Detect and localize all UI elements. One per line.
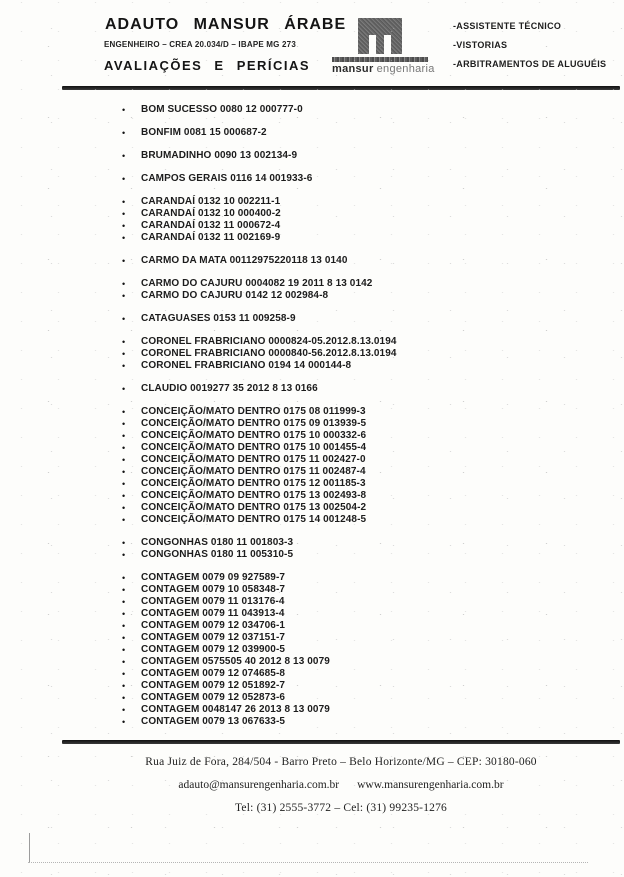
list-item xyxy=(122,490,592,502)
list-item xyxy=(122,656,592,668)
list-item xyxy=(122,572,592,584)
bullet-icon: • xyxy=(122,407,126,417)
list-item xyxy=(122,173,592,185)
list-item xyxy=(122,430,592,442)
list-item xyxy=(122,313,592,325)
list-item-text: CONTAGEM 0079 12 074685-8 xyxy=(141,668,286,679)
bullet-icon: • xyxy=(122,669,126,679)
service-item: -ASSISTENTE TÉCNICO xyxy=(453,21,562,31)
case-group xyxy=(122,127,592,139)
list-item xyxy=(122,514,592,526)
header-divider xyxy=(62,86,620,90)
list-item xyxy=(122,644,592,656)
list-item-text: CONCEIÇÃO/MATO DENTRO 0175 13 002504-2 xyxy=(141,502,367,513)
bullet-icon: • xyxy=(122,221,126,231)
list-item xyxy=(122,537,592,549)
bullet-icon: • xyxy=(122,256,126,266)
list-item xyxy=(122,255,592,267)
bullet-icon: • xyxy=(122,633,126,643)
bullet-icon: • xyxy=(122,233,126,243)
list-item xyxy=(122,466,592,478)
bullet-icon: • xyxy=(122,645,126,655)
bullet-icon: • xyxy=(122,197,126,207)
engineer-name: ADAUTO MANSUR ÁRABE xyxy=(105,16,347,33)
list-item xyxy=(122,596,592,608)
list-item-text: CONTAGEM 0079 12 052873-6 xyxy=(141,692,286,703)
bullet-icon: • xyxy=(122,491,126,501)
scan-edge-artifact xyxy=(28,862,588,863)
bullet-icon: • xyxy=(122,609,126,619)
list-item xyxy=(122,704,592,716)
case-group xyxy=(122,196,592,244)
list-item-text: CONCEIÇÃO/MATO DENTRO 0175 12 001185-3 xyxy=(141,478,366,489)
list-item-text: CARANDAÍ 0132 10 002211-1 xyxy=(141,196,281,207)
list-item-text: BONFIM 0081 15 000687-2 xyxy=(141,127,267,138)
footer xyxy=(62,756,620,825)
list-item-text: CONCEIÇÃO/MATO DENTRO 0175 09 013939-5 xyxy=(141,418,367,429)
list-item xyxy=(122,127,592,139)
footer-divider xyxy=(62,740,620,744)
list-item xyxy=(122,478,592,490)
list-item xyxy=(122,716,592,728)
bullet-icon: • xyxy=(122,419,126,429)
bullet-icon: • xyxy=(122,538,126,548)
list-item-text: CONCEIÇÃO/MATO DENTRO 0175 10 000332-6 xyxy=(141,430,367,441)
list-item-text: CARMO DO CAJURU 0004082 19 2011 8 13 0142 xyxy=(141,278,373,289)
case-group xyxy=(122,383,592,395)
list-item xyxy=(122,502,592,514)
list-item-text: CORONEL FRABRICIANO 0000840-56.2012.8.13.0194 xyxy=(141,348,397,359)
address-line: Rua Juiz de Fora, 284/504 - Barro Preto – Belo Horizonte/MG – CEP: 30180-060 xyxy=(145,756,537,768)
bullet-icon: • xyxy=(122,503,126,513)
case-group xyxy=(122,572,592,728)
phone-line: Tel: (31) 2555-3772 – Cel: (31) 99235-1276 xyxy=(234,802,447,814)
bullet-icon: • xyxy=(122,717,126,727)
email-text: adauto@mansurengenharia.com.br xyxy=(178,779,340,791)
contact-line xyxy=(62,779,620,791)
bullet-icon: • xyxy=(122,361,126,371)
bullet-icon: • xyxy=(122,209,126,219)
bullet-icon: • xyxy=(122,693,126,703)
logo-slit xyxy=(369,35,376,54)
list-item-text: CONTAGEM 0079 11 013176-4 xyxy=(141,596,285,607)
list-item-text: CATAGUASES 0153 11 009258-9 xyxy=(141,313,296,324)
bullet-icon: • xyxy=(122,128,126,138)
list-item xyxy=(122,232,592,244)
list-item-text: CONTAGEM 0079 12 051892-7 xyxy=(141,680,286,691)
list-item-text: CONTAGEM 0079 09 927589-7 xyxy=(141,572,286,583)
list-item-text: BRUMADINHO 0090 13 002134-9 xyxy=(141,150,298,161)
case-group xyxy=(122,278,592,302)
bullet-icon: • xyxy=(122,467,126,477)
bullet-icon: • xyxy=(122,174,126,184)
list-item xyxy=(122,383,592,395)
services-title: AVALIAÇÕES E PERÍCIAS xyxy=(104,58,311,73)
list-item-text: CONCEIÇÃO/MATO DENTRO 0175 11 002427-0 xyxy=(141,454,366,465)
list-item-text: CONTAGEM 0079 11 043913-4 xyxy=(141,608,285,619)
list-item xyxy=(122,336,592,348)
logo-name-light: engenharia xyxy=(376,63,435,75)
bullet-icon: • xyxy=(122,515,126,525)
list-item xyxy=(122,278,592,290)
logo-band xyxy=(332,57,428,62)
case-group xyxy=(122,313,592,325)
list-item xyxy=(122,208,592,220)
case-group xyxy=(122,173,592,185)
list-item-text: CONTAGEM 0079 12 034706-1 xyxy=(141,620,286,631)
list-item xyxy=(122,360,592,372)
list-item xyxy=(122,549,592,561)
list-item-text: CARANDAÍ 0132 10 000400-2 xyxy=(141,208,281,219)
bullet-icon: • xyxy=(122,585,126,595)
list-item-text: CARANDAÍ 0132 11 000672-4 xyxy=(141,220,281,231)
mansur-m-monogram-icon xyxy=(358,18,402,54)
scan-edge-artifact xyxy=(29,833,30,863)
logo-wordmark xyxy=(332,63,435,75)
list-item-text: CONTAGEM 0048147 26 2013 8 13 0079 xyxy=(141,704,330,715)
list-item xyxy=(122,668,592,680)
list-item xyxy=(122,150,592,162)
company-logo xyxy=(332,18,435,75)
list-item xyxy=(122,290,592,302)
case-group xyxy=(122,336,592,372)
list-item-text: CONTAGEM 0079 12 039900-5 xyxy=(141,644,286,655)
bullet-icon: • xyxy=(122,597,126,607)
list-item xyxy=(122,680,592,692)
list-item-text: CLAUDIO 0019277 35 2012 8 13 0166 xyxy=(141,383,318,394)
list-item-text: CONTAGEM 0575505 40 2012 8 13 0079 xyxy=(141,656,330,667)
list-item-text: CONCEIÇÃO/MATO DENTRO 0175 10 001455-4 xyxy=(141,442,367,453)
list-item xyxy=(122,348,592,360)
list-item-text: CONCEIÇÃO/MATO DENTRO 0175 11 002487-4 xyxy=(141,466,366,477)
list-item xyxy=(122,104,592,116)
bullet-icon: • xyxy=(122,621,126,631)
bullet-icon: • xyxy=(122,105,126,115)
bullet-icon: • xyxy=(122,443,126,453)
list-item-text: CONTAGEM 0079 10 058348-7 xyxy=(141,584,286,595)
bullet-icon: • xyxy=(122,550,126,560)
list-item-text: CORONEL FRABRICIANO 0194 14 000144-8 xyxy=(141,360,352,371)
bullet-icon: • xyxy=(122,657,126,667)
list-item xyxy=(122,406,592,418)
logo-slit xyxy=(384,35,391,54)
bullet-icon: • xyxy=(122,681,126,691)
list-item xyxy=(122,608,592,620)
bullet-icon: • xyxy=(122,337,126,347)
list-item-text: CONGONHAS 0180 11 001803-3 xyxy=(141,537,294,548)
list-item-text: CONCEIÇÃO/MATO DENTRO 0175 14 001248-5 xyxy=(141,514,367,525)
bullet-icon: • xyxy=(122,151,126,161)
case-group xyxy=(122,104,592,116)
service-item: -ARBITRAMENTOS DE ALUGUÉIS xyxy=(453,59,607,69)
list-item-text: CAMPOS GERAIS 0116 14 001933-6 xyxy=(141,173,313,184)
bullet-icon: • xyxy=(122,479,126,489)
list-item xyxy=(122,196,592,208)
bullet-icon: • xyxy=(122,455,126,465)
list-item xyxy=(122,442,592,454)
engineer-credentials: ENGENHEIRO – CREA 20.034/D – IBAPE MG 273 xyxy=(104,40,296,49)
logo-name-bold: mansur xyxy=(332,63,374,75)
list-item xyxy=(122,632,592,644)
list-item xyxy=(122,454,592,466)
bullet-icon: • xyxy=(122,279,126,289)
services-column xyxy=(453,21,618,78)
bullet-icon: • xyxy=(122,431,126,441)
list-item-text: CARANDAÍ 0132 11 002169-9 xyxy=(141,232,281,243)
case-group xyxy=(122,537,592,561)
list-item-text: CONTAGEM 0079 12 037151-7 xyxy=(141,632,286,643)
list-item-text: BOM SUCESSO 0080 12 000777-0 xyxy=(141,104,303,115)
bullet-icon: • xyxy=(122,384,126,394)
list-item xyxy=(122,620,592,632)
list-item-text: CORONEL FRABRICIANO 0000824-05.2012.8.13.0194 xyxy=(141,336,397,347)
list-item xyxy=(122,418,592,430)
list-item-text: CARMO DA MATA 00112975220118 13 0140 xyxy=(141,255,348,266)
list-item xyxy=(122,584,592,596)
service-item: -VISTORIAS xyxy=(453,40,508,50)
list-item-text: CARMO DO CAJURU 0142 12 002984-8 xyxy=(141,290,329,301)
bullet-icon: • xyxy=(122,314,126,324)
list-item-text: CONCEIÇÃO/MATO DENTRO 0175 08 011999-3 xyxy=(141,406,366,417)
list-item-text: CONGONHAS 0180 11 005310-5 xyxy=(141,549,294,560)
bullet-icon: • xyxy=(122,291,126,301)
case-group xyxy=(122,150,592,162)
case-list xyxy=(122,104,592,739)
list-item-text: CONTAGEM 0079 13 067633-5 xyxy=(141,716,286,727)
list-item-text: CONCEIÇÃO/MATO DENTRO 0175 13 002493-8 xyxy=(141,490,367,501)
bullet-icon: • xyxy=(122,349,126,359)
case-group xyxy=(122,406,592,526)
list-item xyxy=(122,220,592,232)
case-group xyxy=(122,255,592,267)
bullet-icon: • xyxy=(122,705,126,715)
list-item xyxy=(122,692,592,704)
bullet-icon: • xyxy=(122,573,126,583)
website-text: www.mansurengenharia.com.br xyxy=(357,779,504,791)
